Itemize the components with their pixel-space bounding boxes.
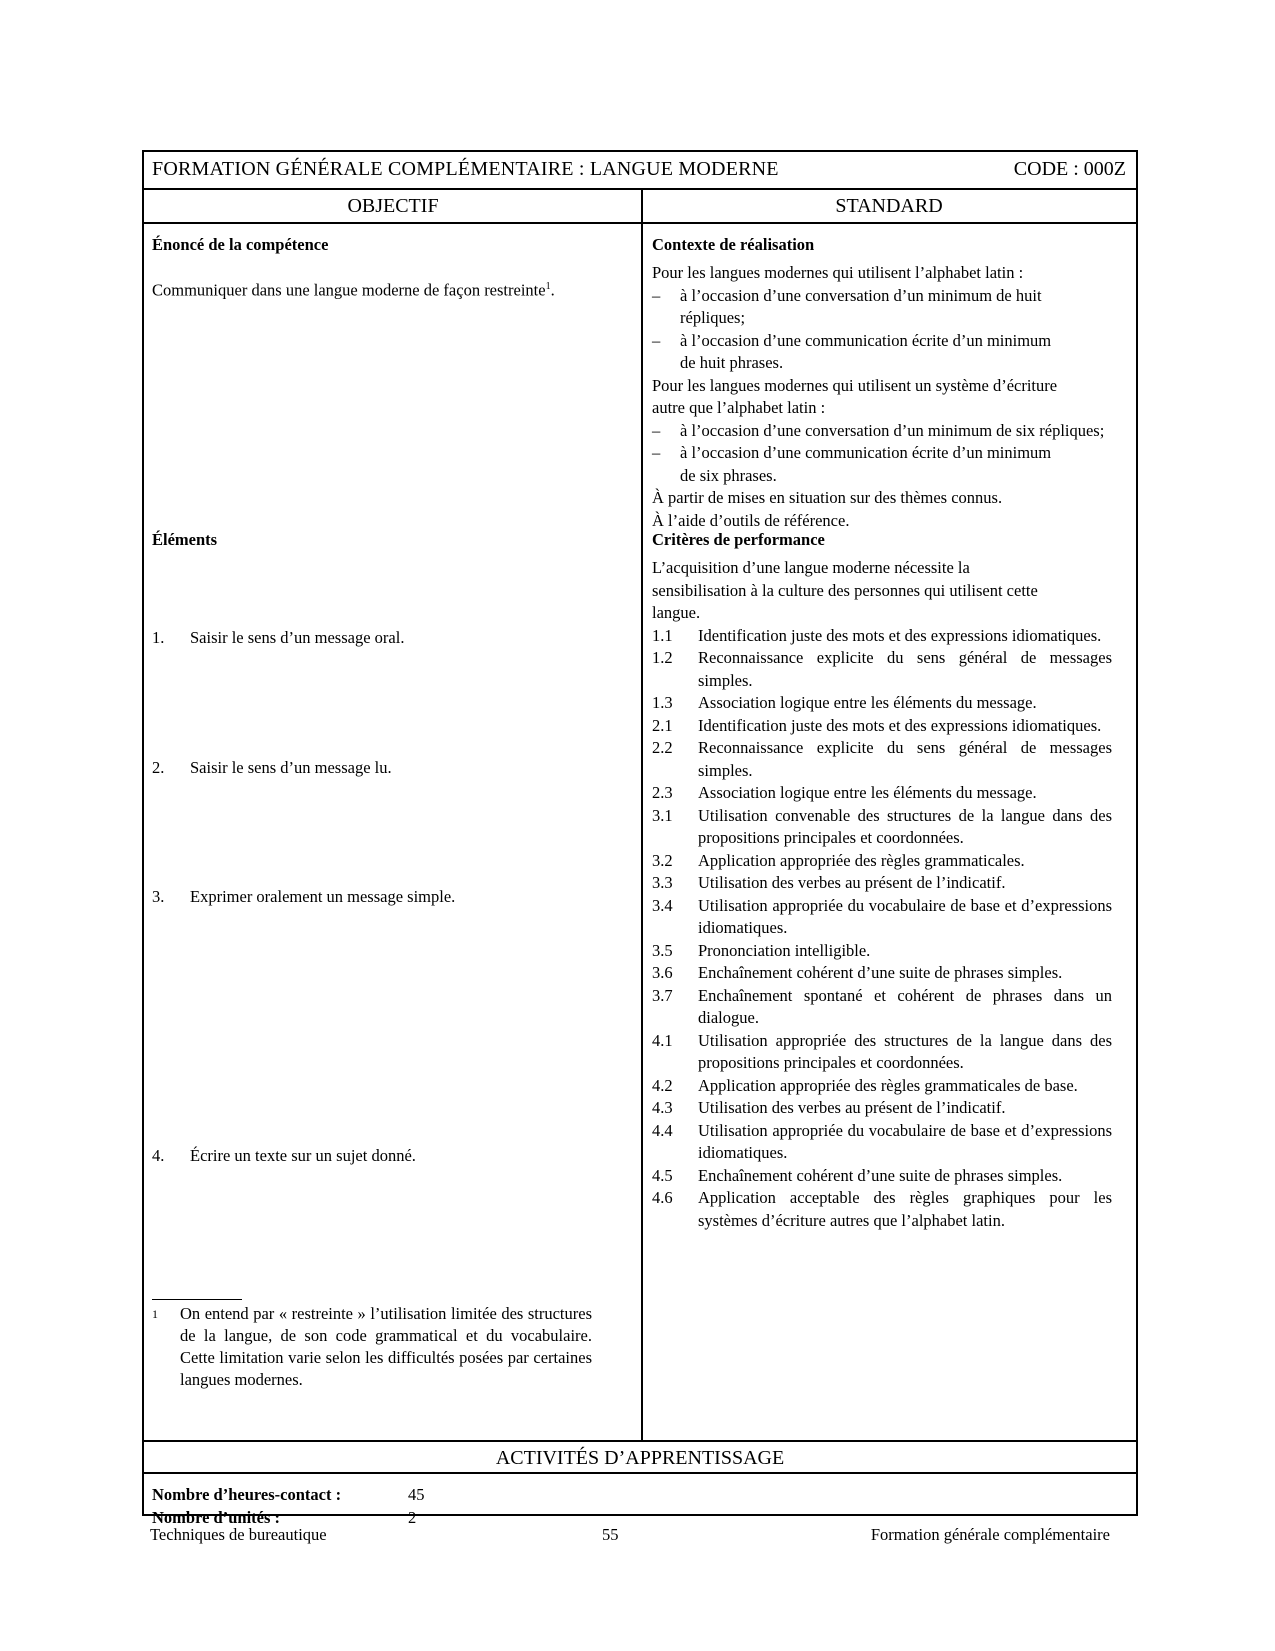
critere-item: 3.3 Utilisation des verbes au présent de l’indicatif. [652, 873, 1006, 892]
hours-row [152, 1484, 425, 1507]
critere-item: 3.1 Utilisation convenable des structures de la langue dans des propositions principales et coordonnées. [652, 805, 1112, 847]
element-item-4: 4. Écrire un texte sur un sujet donné. [152, 1145, 416, 1165]
critere-item: 3.7 Enchaînement spontané et cohérent de phrases dans un dialogue. [652, 985, 1112, 1027]
element-item-1: 1. Saisir le sens d’un message oral. [152, 628, 405, 647]
elements-heading: Éléments [152, 530, 218, 549]
page-title: FORMATION GÉNÉRALE COMPLÉMENTAIRE : LANGUE MODERNE [152, 158, 779, 180]
bullet-dash: – [652, 285, 661, 305]
critere-item: 2.2 Reconnaissance explicite du sens général de messages simples. [652, 738, 1112, 780]
critere-item: 1.2 Reconnaissance explicite du sens général de messages simples. [652, 648, 1112, 690]
critere-item: 1.3 Association logique entre les éléments du message. [652, 693, 1037, 712]
units-label: Nombre d’unités : [152, 1507, 281, 1527]
column-headers [144, 190, 1136, 224]
objectif-header: OBJECTIF [347, 195, 439, 217]
contexte-heading: Contexte de réalisation [652, 235, 815, 254]
latin-list [652, 285, 1052, 375]
criteres-list [652, 557, 1112, 1232]
competence-heading: Énoncé de la compétence [152, 235, 329, 254]
page-number: 55 [602, 1525, 619, 1544]
hours-block [152, 1484, 425, 1529]
bullet-dash: – [652, 443, 661, 462]
criteres-intro: L’acquisition d’une langue moderne nécessite la sensibilisation à la culture des personnes qui utilisent cette langue. [652, 558, 1038, 622]
critere-item: 3.4 Utilisation appropriée du vocabulaire de base et d’expressions idiomatiques. [652, 895, 1112, 937]
activites-heading: ACTIVITÉS D’APPRENTISSAGE [144, 1440, 1136, 1474]
footnote-mark: 1 [152, 1307, 158, 1321]
critere-item: 3.5 Prononciation intelligible. [652, 940, 871, 960]
contexte-line-2: À l’aide d’outils de référence. [652, 510, 850, 530]
critere-item: 4.3 Utilisation des verbes au présent de l’indicatif. [652, 1098, 1006, 1117]
table-header [144, 152, 1136, 190]
critere-item: 3.2 Application appropriée des règles grammaticales. [652, 850, 1025, 870]
critere-item: 3.6 Enchaînement cohérent d’une suite de phrases simples. [652, 963, 1063, 982]
standard-header: STANDARD [835, 195, 943, 217]
contexte-intro-latin: Pour les langues modernes qui utilisent l’alphabet latin : [652, 263, 1024, 282]
contexte-intro-other: Pour les langues modernes qui utilisent un système d’écriture autre que l’alphabet latin : [652, 375, 1058, 417]
hours-label: Nombre d’heures-contact : [152, 1485, 342, 1504]
list-item: – à l’occasion d’une conversation d’un minimum de six répliques; [652, 420, 1107, 443]
footnote-rule [152, 1299, 242, 1300]
competence-text: Communiquer dans une langue moderne de façon restreinte [152, 280, 546, 300]
units-value: 2 [408, 1507, 417, 1527]
competence-table [142, 150, 1138, 1527]
critere-item: 2.1 Identification juste des mots et des expressions idiomatiques. [652, 715, 1102, 735]
critere-item: 4.6 Application acceptable des règles graphiques pour les systèmes d’écriture autres que l’alphabet latin. [652, 1188, 1112, 1230]
footnote-text: On entend par « restreinte » l’utilisation limitée des structures de la langue, de son code grammatical et du vocabulaire. Cette limitation varie selon les difficultés posées par certaines langues modernes. [180, 1304, 592, 1389]
footer-program: Techniques de bureautique [150, 1525, 327, 1544]
competence-statement: Communiquer dans une langue moderne de façon restreinte$^1$. [152, 280, 555, 300]
list-item: – à l’occasion d’une communication écrite d’un minimum de huit phrases. [652, 330, 1052, 372]
footnote-ref: 1 [545, 281, 551, 292]
critere-item: 1.1 Identification juste des mots et des expressions idiomatiques. [652, 625, 1102, 645]
element-item-3: 3. Exprimer oralement un message simple. [152, 887, 456, 906]
contexte-line-1: À partir de mises en situation sur des thèmes connus. [652, 488, 1003, 507]
footnote [152, 1303, 592, 1391]
critere-item: 4.2 Application appropriée des règles grammaticales de base. [652, 1075, 1078, 1095]
hours-value: 45 [408, 1485, 425, 1504]
column-divider [641, 190, 643, 1440]
element-item-2: 2. Saisir le sens d’un message lu. [152, 757, 392, 777]
bullet-dash: – [652, 330, 661, 350]
critere-item: 2.3 Association logique entre les éléments du message. [652, 783, 1037, 802]
other-list [652, 420, 1107, 488]
critere-item: 4.1 Utilisation appropriée des structures de la langue dans des propositions principales et coordonnées. [652, 1030, 1112, 1072]
footer-section: Formation générale complémentaire [870, 1525, 1110, 1544]
critere-item: 4.4 Utilisation appropriée du vocabulaire de base et d’expressions idiomatiques. [652, 1120, 1112, 1162]
list-item: – à l’occasion d’une communication écrite d’un minimum de six phrases. [652, 443, 1052, 485]
critere-item: 4.5 Enchaînement cohérent d’une suite de phrases simples. [652, 1165, 1063, 1185]
list-item: – à l’occasion d’une conversation d’un minimum de huit répliques; [652, 285, 1042, 327]
course-code: CODE : 000Z [1013, 158, 1126, 180]
bullet-dash: – [652, 420, 661, 440]
criteres-heading: Critères de performance [652, 530, 825, 549]
contexte-block [652, 262, 1112, 532]
